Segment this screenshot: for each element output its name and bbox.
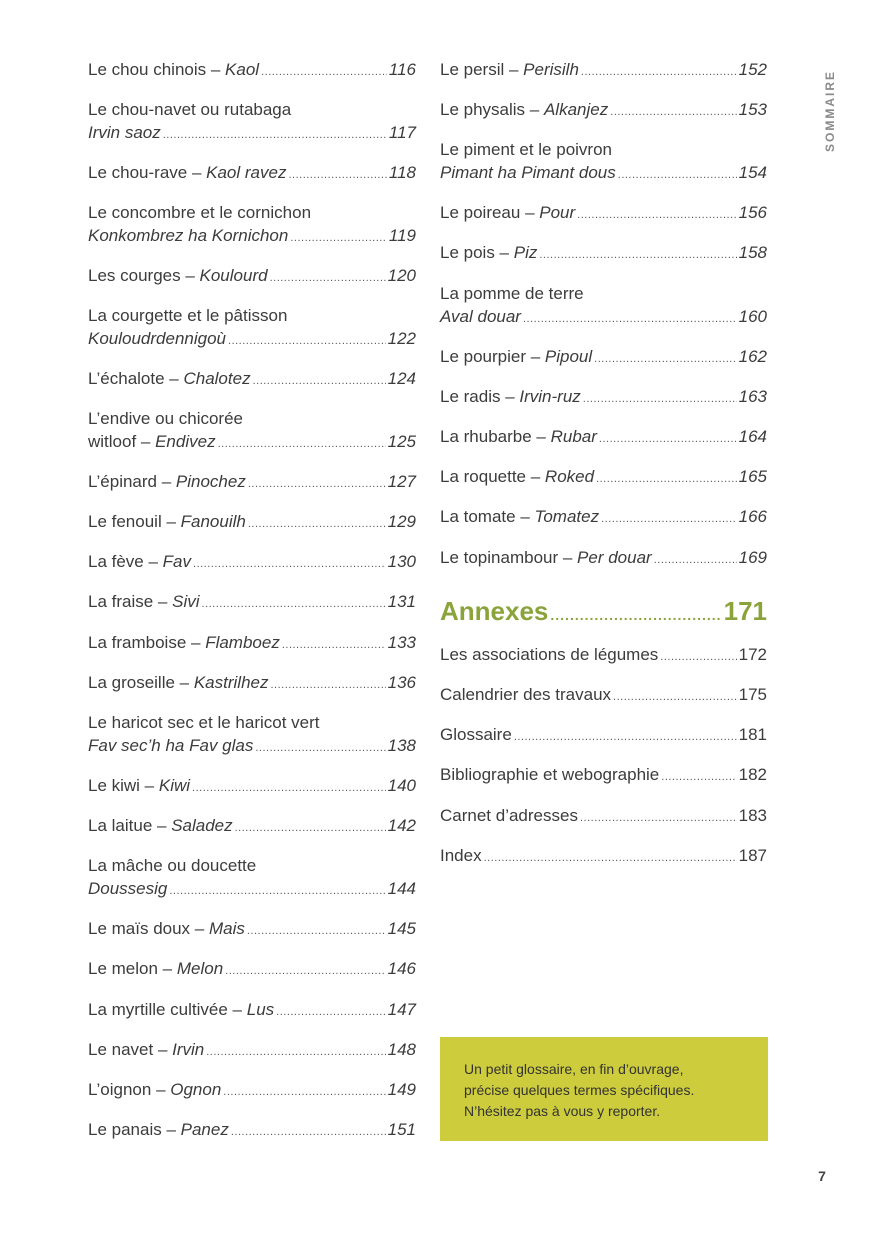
entry-label xyxy=(88,1078,221,1101)
entry-breton-name: Kiwi xyxy=(158,776,191,795)
leader-dots xyxy=(601,508,737,531)
leader-dots xyxy=(163,124,387,147)
entry-title: La framboise – xyxy=(88,633,206,652)
entry-title: Le navet – xyxy=(88,1040,173,1059)
entry-page-number: 158 xyxy=(738,243,767,262)
entry-title: Le panais – xyxy=(88,1120,181,1139)
entry-label xyxy=(88,161,286,184)
entry-page-number: 129 xyxy=(387,512,416,531)
toc-entry[interactable] xyxy=(88,854,416,903)
toc-entry[interactable] xyxy=(440,345,767,371)
leader-dots xyxy=(235,817,386,840)
leader-dots xyxy=(581,61,737,84)
entry-line xyxy=(440,683,767,709)
toc-entry[interactable] xyxy=(88,161,416,187)
entry-label xyxy=(88,877,167,900)
entry-line xyxy=(440,241,767,267)
leader-dots xyxy=(596,468,737,491)
entry-label xyxy=(88,1038,204,1061)
toc-entry[interactable] xyxy=(88,957,416,983)
entry-page-number: 148 xyxy=(387,1040,416,1059)
leader-dots xyxy=(594,348,736,371)
toc-entry[interactable] xyxy=(88,510,416,536)
entry-label xyxy=(88,327,226,350)
entry-line xyxy=(440,345,767,371)
leader-dots xyxy=(610,101,736,124)
entry-line xyxy=(88,550,416,576)
annex-entry[interactable] xyxy=(440,643,767,669)
entry-title: Le maïs doux – xyxy=(88,919,209,938)
entry-title: La fraise – xyxy=(88,592,173,611)
toc-entry[interactable] xyxy=(88,1038,416,1064)
entry-page-number: 130 xyxy=(387,552,416,571)
leader-dots xyxy=(660,646,736,669)
section-title: SOMMAIRE xyxy=(823,70,837,152)
entry-line xyxy=(88,957,416,983)
entry-title: Les courges – xyxy=(88,266,200,285)
entry-breton-name: Chalotez xyxy=(183,369,251,388)
entry-label xyxy=(440,98,608,121)
toc-entry[interactable] xyxy=(88,774,416,800)
leader-dots xyxy=(206,1041,385,1064)
entry-page-number: 144 xyxy=(387,879,416,898)
entry-label xyxy=(440,161,616,184)
entry-label xyxy=(88,430,216,453)
leader-dots xyxy=(613,686,737,709)
entry-line xyxy=(440,804,767,830)
entry-breton-name: Aval douar xyxy=(440,307,521,326)
entry-line xyxy=(440,844,767,870)
entry-page-number: 152 xyxy=(738,60,767,79)
entry-title: Le chou chinois – xyxy=(88,60,226,79)
entry-line xyxy=(440,465,767,491)
entry-title: La myrtille cultivée – xyxy=(88,1000,247,1019)
entry-breton-name: Alkanjez xyxy=(543,100,609,119)
entry-line xyxy=(88,264,416,290)
entry-label xyxy=(88,590,200,613)
toc-entry[interactable] xyxy=(88,58,416,84)
toc-entry[interactable] xyxy=(88,550,416,576)
toc-entry[interactable] xyxy=(88,631,416,657)
entry-label xyxy=(88,550,191,573)
leader-dots xyxy=(248,473,386,496)
entry-breton-name: Lus xyxy=(246,1000,275,1019)
toc-entry[interactable] xyxy=(88,711,416,760)
entry-line xyxy=(440,723,767,749)
annex-entry[interactable] xyxy=(440,683,767,709)
leader-dots xyxy=(618,164,737,187)
leader-dots xyxy=(661,766,736,789)
entry-label xyxy=(440,505,599,528)
leader-dots xyxy=(228,330,386,353)
toc-entry[interactable] xyxy=(88,407,416,456)
toc-entry[interactable] xyxy=(88,1118,416,1144)
entry-breton-name: Irvin saoz xyxy=(88,123,161,142)
entry-page-number: 120 xyxy=(387,266,416,285)
leader-dots xyxy=(583,388,737,411)
entry-page-number: 166 xyxy=(738,507,767,526)
entry-breton-name: Konkombrez ha Kornichon xyxy=(88,226,289,245)
entry-label xyxy=(88,367,251,390)
note-line: N’hésitez pas à vous y reporter. xyxy=(464,1103,661,1119)
annex-title: Index xyxy=(440,846,482,865)
entry-label xyxy=(88,957,223,980)
entry-label xyxy=(440,425,597,448)
toc-entry[interactable] xyxy=(440,58,767,84)
toc-entry[interactable] xyxy=(88,98,416,147)
entry-page-number: 119 xyxy=(388,226,416,245)
entry-page-number: 142 xyxy=(387,816,416,835)
entry-breton-name: Mais xyxy=(208,919,245,938)
toc-entry[interactable] xyxy=(88,304,416,353)
toc-entry[interactable] xyxy=(88,264,416,290)
entry-title: Le poireau – xyxy=(440,203,540,222)
entry-label xyxy=(440,58,579,81)
toc-entry[interactable] xyxy=(440,465,767,491)
leader-dots xyxy=(192,777,386,800)
leader-dots xyxy=(248,513,386,536)
toc-entry[interactable] xyxy=(88,998,416,1024)
leader-dots xyxy=(654,549,737,572)
toc-entry[interactable] xyxy=(440,282,767,331)
leader-dots xyxy=(253,370,386,393)
entry-breton-name: Kastrilhez xyxy=(193,673,269,692)
entry-breton-name: Flamboez xyxy=(205,633,280,652)
annex-page-number: 175 xyxy=(738,685,767,704)
leader-dots xyxy=(580,807,737,830)
entry-title: La fève – xyxy=(88,552,163,571)
entry-line xyxy=(88,734,416,760)
annex-entry[interactable] xyxy=(440,844,767,870)
entry-line xyxy=(88,58,416,84)
entry-line xyxy=(440,305,767,331)
annex-title: Carnet d’adresses xyxy=(440,806,578,825)
leader-dots xyxy=(270,674,385,697)
entry-page-number: 169 xyxy=(738,548,767,567)
entry-line xyxy=(440,58,767,84)
annex-entry[interactable] xyxy=(440,763,767,789)
toc-entry[interactable] xyxy=(440,98,767,124)
entry-line xyxy=(88,1118,416,1144)
leader-dots xyxy=(290,227,387,250)
entry-line xyxy=(88,510,416,536)
toc-entry[interactable] xyxy=(440,201,767,227)
toc-entry[interactable] xyxy=(88,470,416,496)
entry-page-number: 153 xyxy=(738,100,767,119)
entry-line xyxy=(440,98,767,124)
entry-page-number: 145 xyxy=(387,919,416,938)
entry-breton-name: Kaol xyxy=(225,60,260,79)
entry-label xyxy=(88,224,288,247)
entry-breton-name: Roked xyxy=(544,467,595,486)
entry-label xyxy=(440,345,592,368)
annex-page-number: 181 xyxy=(738,725,767,744)
entry-title: L’épinard – xyxy=(88,472,176,491)
entry-title: La rhubarbe – xyxy=(440,427,551,446)
entry-line xyxy=(88,224,416,250)
entry-label xyxy=(88,671,268,694)
leader-dots xyxy=(577,204,736,227)
toc-entry[interactable] xyxy=(440,505,767,531)
entry-page-number: 131 xyxy=(387,592,416,611)
entry-label xyxy=(88,510,246,533)
entry-breton-name: Fanouilh xyxy=(180,512,246,531)
leader-dots xyxy=(223,1081,385,1104)
entry-title: Le fenouil – xyxy=(88,512,181,531)
leader-dots xyxy=(270,267,386,290)
entry-label xyxy=(440,201,575,224)
entry-label xyxy=(88,998,274,1021)
entry-page-number: 151 xyxy=(387,1120,416,1139)
leader-dots xyxy=(523,308,737,331)
toc-entry[interactable] xyxy=(88,590,416,616)
entry-page-number: 122 xyxy=(387,329,416,348)
note-line: Un petit glossaire, en fin d’ouvrage, xyxy=(464,1061,684,1077)
leader-dots xyxy=(539,244,736,267)
toc-entry[interactable] xyxy=(440,546,767,572)
entry-line xyxy=(88,121,416,147)
entry-label xyxy=(88,264,268,287)
entry-label xyxy=(440,465,594,488)
entry-page-number: 116 xyxy=(388,60,416,79)
entry-breton-name: Kaol ravez xyxy=(206,163,287,182)
entry-title: La groseille – xyxy=(88,673,194,692)
entry-title: L’endive ou chicorée xyxy=(88,409,244,428)
entry-line xyxy=(440,763,767,789)
leader-dots xyxy=(202,593,386,616)
annexes-title: Annexes xyxy=(440,596,549,626)
entry-title: Le topinambour – xyxy=(440,548,578,567)
entry-line xyxy=(88,470,416,496)
toc-entry[interactable] xyxy=(440,138,767,187)
leader-dots xyxy=(514,726,737,749)
toc-entry[interactable] xyxy=(440,385,767,411)
annex-title: Les associations de légumes xyxy=(440,645,659,664)
toc-entry[interactable] xyxy=(440,241,767,267)
entry-breton-name: Sivi xyxy=(172,592,200,611)
entry-title: La tomate – xyxy=(440,507,535,526)
entry-title: Le melon – xyxy=(88,959,177,978)
entry-line xyxy=(88,917,416,943)
annex-page-number: 172 xyxy=(738,645,767,664)
entry-title: witloof – xyxy=(88,432,156,451)
toc-entry[interactable] xyxy=(88,1078,416,1104)
entry-title: Le physalis – xyxy=(440,100,544,119)
leader-dots xyxy=(193,553,386,576)
entry-page-number: 133 xyxy=(387,633,416,652)
leader-dots xyxy=(288,164,386,187)
entry-label xyxy=(440,546,652,569)
toc-entry[interactable] xyxy=(440,425,767,451)
toc-entry[interactable] xyxy=(88,917,416,943)
entry-line xyxy=(88,161,416,187)
toc-entry[interactable] xyxy=(88,367,416,393)
entry-line xyxy=(440,643,767,669)
entry-title: La courgette et le pâtisson xyxy=(88,306,288,325)
entry-line xyxy=(440,505,767,531)
leader-dots xyxy=(599,428,737,451)
leader-dots xyxy=(169,880,385,903)
entry-page-number: 154 xyxy=(738,163,767,182)
entry-label xyxy=(88,631,280,654)
leader-dots xyxy=(550,600,721,630)
entry-breton-name: Per douar xyxy=(577,548,652,567)
leader-dots xyxy=(282,634,386,657)
entry-breton-name: Rubar xyxy=(550,427,597,446)
toc-entry[interactable] xyxy=(88,201,416,250)
entry-page-number: 118 xyxy=(388,163,416,182)
leader-dots xyxy=(276,1001,385,1024)
entry-title: Le pourpier – xyxy=(440,347,545,366)
entry-title: Le chou-rave – xyxy=(88,163,207,182)
entry-breton-name: Perisilh xyxy=(523,60,579,79)
annex-page-number: 187 xyxy=(738,846,767,865)
annex-title: Calendrier des travaux xyxy=(440,685,612,704)
entry-title: Le kiwi – xyxy=(88,776,159,795)
annex-page-number: 183 xyxy=(738,806,767,825)
entry-title: Le chou-navet ou rutabaga xyxy=(88,100,292,119)
entry-line xyxy=(88,590,416,616)
entry-breton-name: Fav xyxy=(162,552,192,571)
leader-dots xyxy=(247,920,386,943)
entry-page-number: 124 xyxy=(387,369,416,388)
entry-page-number: 165 xyxy=(738,467,767,486)
entry-breton-name: Doussesig xyxy=(88,879,168,898)
entry-line xyxy=(440,385,767,411)
entry-title: Le radis – xyxy=(440,387,520,406)
entry-line xyxy=(88,327,416,353)
toc-entry[interactable] xyxy=(88,814,416,840)
entry-title: La laitue – xyxy=(88,816,172,835)
entry-line xyxy=(88,671,416,697)
entry-title: Le haricot sec et le haricot vert xyxy=(88,713,320,732)
entry-line xyxy=(88,877,416,903)
entry-page-number: 146 xyxy=(387,959,416,978)
entry-title: La pomme de terre xyxy=(440,284,584,303)
entry-line xyxy=(88,774,416,800)
entry-breton-name: Kouloudrdennigoù xyxy=(88,329,227,348)
entry-page-number: 147 xyxy=(387,1000,416,1019)
entry-page-number: 125 xyxy=(387,432,416,451)
leader-dots xyxy=(484,847,737,870)
entry-page-number: 138 xyxy=(387,736,416,755)
entry-breton-name: Melon xyxy=(176,959,224,978)
entry-line xyxy=(88,631,416,657)
entry-breton-name: Piz xyxy=(513,243,538,262)
entry-page-number: 149 xyxy=(387,1080,416,1099)
entry-line xyxy=(440,546,767,572)
entry-page-number: 164 xyxy=(738,427,767,446)
entry-breton-name: Pour xyxy=(539,203,576,222)
annexes-heading[interactable] xyxy=(440,596,767,630)
leader-dots xyxy=(255,737,385,760)
entry-breton-name: Koulourd xyxy=(199,266,268,285)
entry-label xyxy=(88,1118,229,1141)
entry-page-number: 140 xyxy=(387,776,416,795)
entry-line xyxy=(88,1078,416,1104)
entry-title: La mâche ou doucette xyxy=(88,856,257,875)
entry-breton-name: Pipoul xyxy=(544,347,593,366)
entry-line xyxy=(440,425,767,451)
entry-title: Le persil – xyxy=(440,60,524,79)
entry-page-number: 117 xyxy=(388,123,416,142)
annex-title: Bibliographie et webographie xyxy=(440,765,660,784)
entry-title: Le piment et le poivron xyxy=(440,140,612,159)
annexes-page-number: 171 xyxy=(723,596,767,626)
annex-title: Glossaire xyxy=(440,725,512,744)
entry-breton-name: Irvin xyxy=(172,1040,205,1059)
entry-breton-name: Ognon xyxy=(170,1080,222,1099)
toc-entry[interactable] xyxy=(88,671,416,697)
entry-line xyxy=(88,367,416,393)
entry-label xyxy=(440,241,537,264)
entry-line xyxy=(88,998,416,1024)
entry-page-number: 162 xyxy=(738,347,767,366)
entry-breton-name: Pimant ha Pimant dous xyxy=(440,163,616,182)
entry-label xyxy=(440,385,581,408)
entry-label xyxy=(88,470,246,493)
entry-label xyxy=(88,774,190,797)
entry-label xyxy=(440,305,521,328)
annex-entry[interactable] xyxy=(440,804,767,830)
entry-breton-name: Endivez xyxy=(155,432,216,451)
entry-breton-name: Saladez xyxy=(171,816,233,835)
leader-dots xyxy=(218,433,386,456)
entry-breton-name: Panez xyxy=(180,1120,229,1139)
page-number: 7 xyxy=(818,1168,826,1184)
entry-label xyxy=(88,121,161,144)
entry-label xyxy=(88,734,253,757)
note-line: précise quelques termes spécifiques. xyxy=(464,1082,695,1098)
glossary-note xyxy=(440,1037,768,1141)
leader-dots xyxy=(225,960,385,983)
entry-page-number: 160 xyxy=(738,307,767,326)
entry-breton-name: Pinochez xyxy=(175,472,246,491)
entry-breton-name: Irvin-ruz xyxy=(519,387,581,406)
entry-breton-name: Fav sec’h ha Fav glas xyxy=(88,736,254,755)
entry-title: Le concombre et le cornichon xyxy=(88,203,312,222)
entry-title: L’échalote – xyxy=(88,369,184,388)
entry-line xyxy=(88,430,416,456)
entry-label xyxy=(88,917,245,940)
entry-line xyxy=(88,1038,416,1064)
entry-title: L’oignon – xyxy=(88,1080,171,1099)
entry-page-number: 136 xyxy=(387,673,416,692)
entry-line xyxy=(440,201,767,227)
annex-entry[interactable] xyxy=(440,723,767,749)
entry-page-number: 163 xyxy=(738,387,767,406)
leader-dots xyxy=(261,61,387,84)
entry-breton-name: Tomatez xyxy=(534,507,600,526)
leader-dots xyxy=(231,1121,386,1144)
entry-line xyxy=(88,814,416,840)
entry-label xyxy=(88,814,233,837)
entry-label xyxy=(88,58,259,81)
entry-page-number: 127 xyxy=(387,472,416,491)
entry-line xyxy=(440,161,767,187)
entry-page-number: 156 xyxy=(738,203,767,222)
entry-title: La roquette – xyxy=(440,467,545,486)
entry-title: Le pois – xyxy=(440,243,514,262)
annex-page-number: 182 xyxy=(738,765,767,784)
